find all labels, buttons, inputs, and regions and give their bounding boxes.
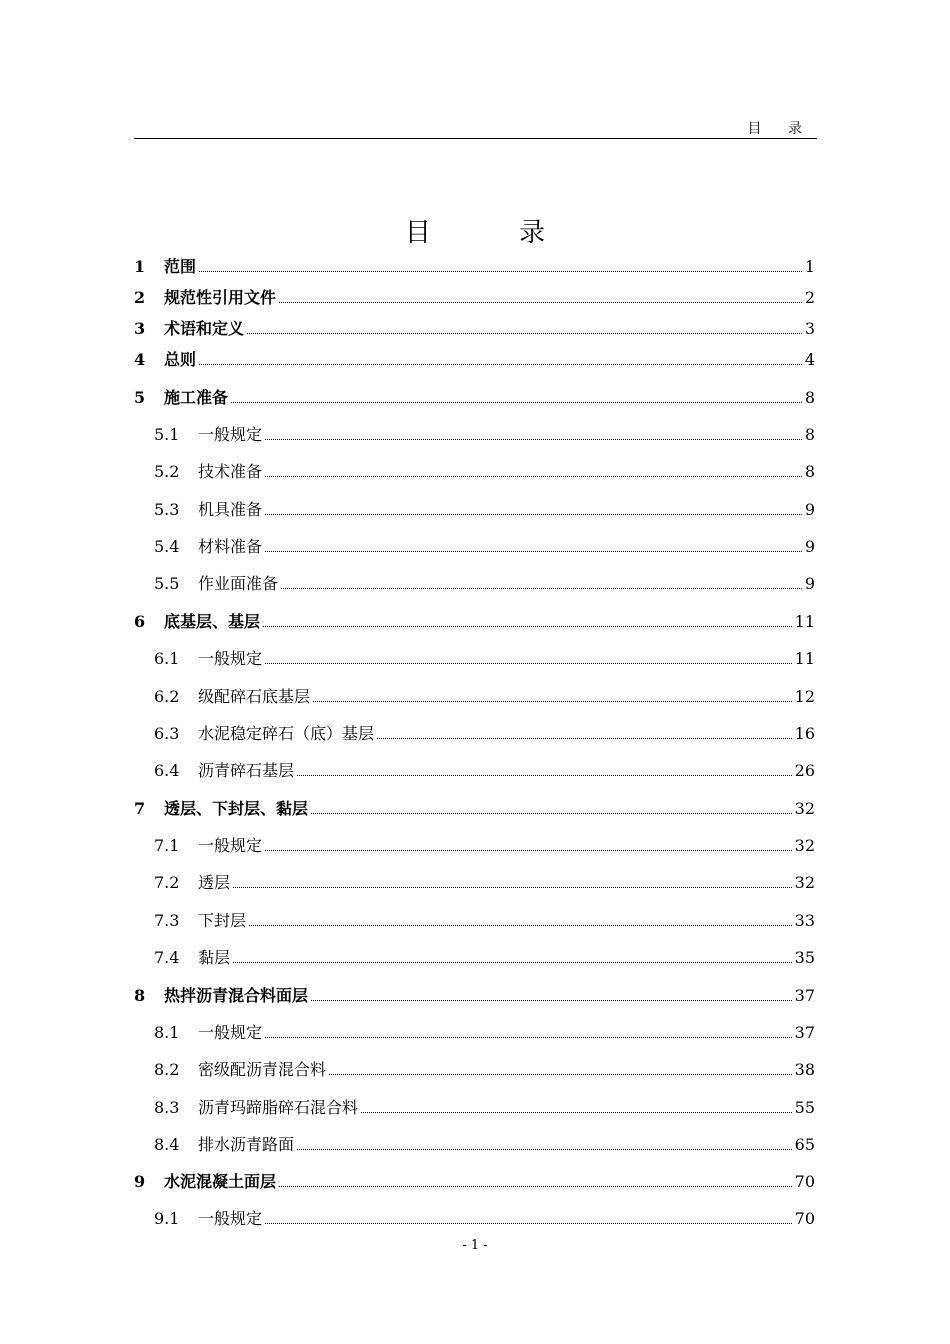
toc-entry-number: 5.2 — [154, 462, 180, 481]
toc-entry[interactable] — [134, 499, 815, 521]
toc-entry-number: 8 — [134, 986, 146, 1005]
toc-entry[interactable] — [134, 686, 815, 708]
toc-entry-number: 3 — [134, 319, 146, 338]
toc-dot-leader — [249, 925, 792, 926]
toc-entry-label: 透层、下封层、黏层 — [164, 799, 309, 818]
toc-entry[interactable] — [134, 256, 815, 278]
toc-entry[interactable] — [134, 760, 815, 782]
toc-entry-number: 5.5 — [154, 574, 180, 593]
toc-entry[interactable] — [134, 723, 815, 745]
toc-entry-label: 黏层 — [198, 948, 231, 967]
toc-dot-leader — [311, 813, 792, 814]
toc-dot-leader — [265, 1037, 792, 1038]
toc-dot-leader — [279, 1186, 792, 1187]
toc-entry-number: 5.3 — [154, 500, 180, 519]
toc-entry-page: 26 — [794, 761, 815, 780]
toc-entry-page: 9 — [804, 537, 815, 556]
toc-entry-number: 2 — [134, 288, 146, 307]
toc-entry-page: 1 — [804, 257, 815, 276]
toc-entry-page: 16 — [794, 724, 815, 743]
toc-entry-page: 8 — [804, 462, 815, 481]
toc-entry-page: 70 — [794, 1209, 815, 1228]
toc-entry-page: 32 — [794, 836, 815, 855]
toc-entry-label: 一般规定 — [198, 1023, 263, 1042]
toc-entry[interactable] — [134, 349, 815, 371]
toc-entry-page: 2 — [804, 288, 815, 307]
toc-entry-page: 8 — [804, 425, 815, 444]
toc-entry-label: 施工准备 — [164, 388, 229, 407]
toc-entry-number: 6.4 — [154, 761, 180, 780]
toc-entry[interactable] — [134, 573, 815, 595]
toc-entry[interactable] — [134, 985, 815, 1007]
table-of-contents — [134, 0, 815, 1344]
toc-entry-label: 术语和定义 — [164, 319, 245, 338]
toc-entry[interactable] — [134, 872, 815, 894]
toc-entry-page: 12 — [794, 687, 815, 706]
toc-entry-label: 热拌沥青混合料面层 — [164, 986, 309, 1005]
toc-entry[interactable] — [134, 798, 815, 820]
toc-entry[interactable] — [134, 1208, 815, 1230]
toc-dot-leader — [265, 850, 792, 851]
toc-entry-number: 5.4 — [154, 537, 180, 556]
toc-dot-leader — [263, 626, 792, 627]
toc-dot-leader — [281, 588, 802, 589]
toc-entry-label: 水泥混凝土面层 — [164, 1172, 277, 1191]
toc-entry-number: 8.2 — [154, 1060, 180, 1079]
toc-dot-leader — [247, 333, 802, 334]
page-number: - 1 - — [462, 1238, 488, 1253]
toc-entry-page: 35 — [794, 948, 815, 967]
toc-entry-number: 7.4 — [154, 948, 180, 967]
toc-entry[interactable] — [134, 910, 815, 932]
toc-entry-page: 65 — [794, 1135, 815, 1154]
toc-entry-page: 8 — [804, 388, 815, 407]
toc-entry-page: 4 — [804, 350, 815, 369]
toc-entry-number: 7.3 — [154, 911, 180, 930]
toc-dot-leader — [265, 439, 802, 440]
toc-entry[interactable] — [134, 648, 815, 670]
toc-entry-number: 8.3 — [154, 1098, 180, 1117]
toc-entry-label: 水泥稳定碎石（底）基层 — [198, 724, 375, 743]
toc-dot-leader — [311, 1000, 792, 1001]
running-header: 目 录 — [747, 121, 802, 137]
toc-entry-page: 11 — [794, 612, 815, 631]
toc-entry-label: 底基层、基层 — [164, 612, 261, 631]
toc-entry-page: 11 — [794, 649, 815, 668]
toc-entry-number: 1 — [134, 257, 146, 276]
toc-entry[interactable] — [134, 461, 815, 483]
toc-entry-page: 55 — [794, 1098, 815, 1117]
toc-entry-label: 一般规定 — [198, 836, 263, 855]
toc-dot-leader — [265, 551, 802, 552]
toc-entry-page: 9 — [804, 574, 815, 593]
toc-entry[interactable] — [134, 1134, 815, 1156]
toc-dot-leader — [313, 701, 792, 702]
toc-dot-leader — [265, 663, 792, 664]
toc-dot-leader — [297, 1149, 792, 1150]
toc-dot-leader — [279, 302, 802, 303]
toc-entry-label: 技术准备 — [198, 462, 263, 481]
toc-entry[interactable] — [134, 835, 815, 857]
toc-entry-number: 8.4 — [154, 1135, 180, 1154]
toc-dot-leader — [233, 887, 792, 888]
toc-entry-number: 7.2 — [154, 873, 180, 892]
toc-entry-label: 作业面准备 — [198, 574, 279, 593]
toc-entry-number: 5 — [134, 388, 146, 407]
toc-entry-page: 38 — [794, 1060, 815, 1079]
toc-entry[interactable] — [134, 1022, 815, 1044]
toc-entry-page: 70 — [794, 1172, 815, 1191]
toc-dot-leader — [231, 402, 802, 403]
toc-entry-number: 9.1 — [154, 1209, 180, 1228]
toc-entry-number: 6.2 — [154, 687, 180, 706]
toc-entry-page: 37 — [794, 1023, 815, 1042]
toc-entry[interactable] — [134, 287, 815, 309]
toc-entry-label: 沥青玛蹄脂碎石混合料 — [198, 1098, 359, 1117]
toc-entry[interactable] — [134, 1171, 815, 1193]
toc-dot-leader — [377, 738, 792, 739]
toc-entry-label: 透层 — [198, 873, 231, 892]
toc-dot-leader — [329, 1074, 792, 1075]
toc-entry[interactable] — [134, 536, 815, 558]
toc-entry-number: 9 — [134, 1172, 146, 1191]
toc-entry-label: 密级配沥青混合料 — [198, 1060, 327, 1079]
toc-entry-number: 6.1 — [154, 649, 180, 668]
toc-entry-label: 下封层 — [198, 911, 247, 930]
toc-entry[interactable] — [134, 947, 815, 969]
toc-entry[interactable] — [134, 1059, 815, 1081]
toc-entry-number: 6 — [134, 612, 146, 631]
toc-entry[interactable] — [134, 387, 815, 409]
toc-entry-label: 级配碎石底基层 — [198, 687, 311, 706]
toc-dot-leader — [361, 1112, 792, 1113]
toc-dot-leader — [199, 364, 802, 365]
toc-entry-number: 5.1 — [154, 425, 180, 444]
toc-entry-number: 7.1 — [154, 836, 180, 855]
toc-dot-leader — [199, 271, 802, 272]
toc-entry-page: 3 — [804, 319, 815, 338]
toc-entry-label: 一般规定 — [198, 1209, 263, 1228]
toc-entry-label: 规范性引用文件 — [164, 288, 277, 307]
toc-entry-page: 32 — [794, 799, 815, 818]
toc-entry-label: 材料准备 — [198, 537, 263, 556]
toc-entry-number: 4 — [134, 350, 146, 369]
toc-dot-leader — [297, 775, 792, 776]
toc-entry[interactable] — [134, 1097, 815, 1119]
toc-entry-label: 总则 — [164, 350, 197, 369]
toc-dot-leader — [265, 476, 802, 477]
toc-dot-leader — [233, 962, 792, 963]
toc-dot-leader — [265, 1223, 792, 1224]
toc-entry[interactable] — [134, 611, 815, 633]
toc-entry-page: 33 — [794, 911, 815, 930]
toc-entry[interactable] — [134, 318, 815, 340]
toc-entry-label: 沥青碎石基层 — [198, 761, 295, 780]
toc-entry-label: 一般规定 — [198, 425, 263, 444]
toc-entry-number: 6.3 — [154, 724, 180, 743]
toc-entry-page: 37 — [794, 986, 815, 1005]
toc-entry[interactable] — [134, 424, 815, 446]
toc-entry-page: 32 — [794, 873, 815, 892]
toc-entry-page: 9 — [804, 500, 815, 519]
toc-entry-number: 7 — [134, 799, 146, 818]
page-title: 目 录 — [404, 218, 546, 248]
toc-entry-number: 8.1 — [154, 1023, 180, 1042]
toc-entry-label: 机具准备 — [198, 500, 263, 519]
toc-dot-leader — [265, 514, 802, 515]
toc-entry-label: 排水沥青路面 — [198, 1135, 295, 1154]
toc-entry-label: 范围 — [164, 257, 197, 276]
toc-entry-label: 一般规定 — [198, 649, 263, 668]
